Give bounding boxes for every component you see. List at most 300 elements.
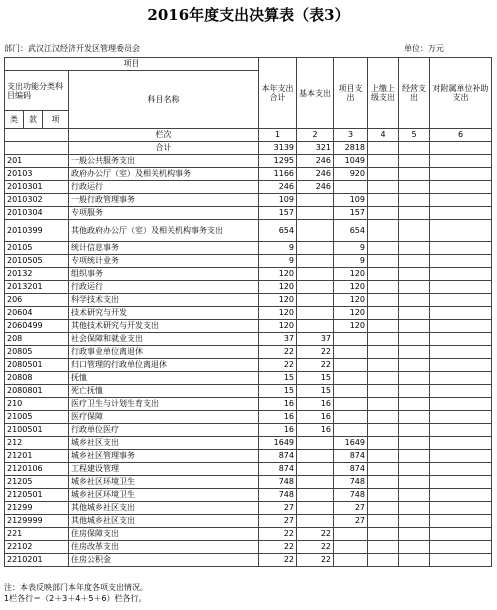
col-num-4: 4 <box>368 129 399 142</box>
row-subsidy <box>430 450 492 463</box>
row-code: 2010399 <box>5 220 69 242</box>
row-subject-name: 城乡社区管理事务 <box>69 450 259 463</box>
row-basic: 246 <box>297 168 334 181</box>
row-upper <box>368 502 399 515</box>
row-subsidy <box>430 528 492 541</box>
row-total: 22 <box>259 359 297 372</box>
table-row <box>5 463 492 476</box>
row-upper <box>368 398 399 411</box>
header-basic: 基本支出 <box>297 58 334 129</box>
header-business: 经营支出 <box>399 58 430 129</box>
row-project: 874 <box>334 463 368 476</box>
row-upper <box>368 424 399 437</box>
row-subject-name: 专项服务 <box>69 207 259 220</box>
row-business <box>399 281 430 294</box>
row-subsidy <box>430 168 492 181</box>
row-subject-name: 政府办公厅（室）及相关机构事务 <box>69 168 259 181</box>
table-row <box>5 450 492 463</box>
header-kuan: 款 <box>24 111 43 129</box>
expenditure-table <box>4 57 492 567</box>
row-business <box>399 437 430 450</box>
row-subject-name: 行政单位医疗 <box>69 424 259 437</box>
row-total: 9 <box>259 255 297 268</box>
row-total: 15 <box>259 385 297 398</box>
row-business <box>399 541 430 554</box>
row-code: 2080501 <box>5 359 69 372</box>
row-upper <box>368 528 399 541</box>
row-project: 874 <box>334 450 368 463</box>
row-subsidy <box>430 181 492 194</box>
row-upper <box>368 372 399 385</box>
row-total: 120 <box>259 307 297 320</box>
row-business <box>399 320 430 333</box>
row-business <box>399 220 430 242</box>
row-code: 21005 <box>5 411 69 424</box>
row-business <box>399 181 430 194</box>
row-subsidy <box>430 194 492 207</box>
row-total: 120 <box>259 281 297 294</box>
row-subject-name: 城乡社区环境卫生 <box>69 476 259 489</box>
row-total: 27 <box>259 502 297 515</box>
row-code: 2120106 <box>5 463 69 476</box>
row-project <box>334 554 368 567</box>
row-code: 2129999 <box>5 515 69 528</box>
row-upper <box>368 333 399 346</box>
row-basic <box>297 320 334 333</box>
row-total: 15 <box>259 372 297 385</box>
row-total: 16 <box>259 398 297 411</box>
row-project: 120 <box>334 320 368 333</box>
row-subject-name: 其他城乡社区支出 <box>69 502 259 515</box>
row-business <box>399 307 430 320</box>
row-project: 109 <box>334 194 368 207</box>
row-code: 20103 <box>5 168 69 181</box>
note-line: 1栏各行＝（2＋3＋4＋5＋6）栏各行。 <box>4 594 147 603</box>
row-upper <box>368 346 399 359</box>
table-row <box>5 155 492 168</box>
row-basic <box>297 281 334 294</box>
row-basic <box>297 502 334 515</box>
row-basic <box>297 294 334 307</box>
row-project <box>334 424 368 437</box>
row-code: 2013201 <box>5 281 69 294</box>
row-subsidy <box>430 242 492 255</box>
row-code: 21299 <box>5 502 69 515</box>
row-subject-name: 抚恤 <box>69 372 259 385</box>
row-subsidy <box>430 463 492 476</box>
row-upper <box>368 463 399 476</box>
row-project: 120 <box>334 307 368 320</box>
row-total: 27 <box>259 515 297 528</box>
row-basic: 22 <box>297 359 334 372</box>
row-total: 109 <box>259 194 297 207</box>
project-value: 2818 <box>334 142 368 155</box>
row-total: 748 <box>259 476 297 489</box>
row-project: 9 <box>334 255 368 268</box>
row-code: 2010302 <box>5 194 69 207</box>
total-label: 合计 <box>69 142 259 155</box>
row-subsidy <box>430 385 492 398</box>
row-upper <box>368 207 399 220</box>
row-business <box>399 333 430 346</box>
table-row <box>5 242 492 255</box>
row-subsidy <box>430 489 492 502</box>
row-subject-name: 专项统计业务 <box>69 255 259 268</box>
row-project <box>334 528 368 541</box>
row-business <box>399 502 430 515</box>
table-row <box>5 294 492 307</box>
table-row <box>5 255 492 268</box>
row-code: 22102 <box>5 541 69 554</box>
row-project: 748 <box>334 489 368 502</box>
table-row <box>5 385 492 398</box>
row-business <box>399 346 430 359</box>
row-subsidy <box>430 346 492 359</box>
table-row <box>5 359 492 372</box>
row-code: 20805 <box>5 346 69 359</box>
row-business <box>399 463 430 476</box>
row-subsidy <box>430 515 492 528</box>
row-code: 2080801 <box>5 385 69 398</box>
row-subject-name: 行政事业单位离退休 <box>69 346 259 359</box>
row-code: 20808 <box>5 372 69 385</box>
row-upper <box>368 320 399 333</box>
row-basic <box>297 220 334 242</box>
row-code: 20132 <box>5 268 69 281</box>
row-basic: 22 <box>297 528 334 541</box>
row-project: 27 <box>334 502 368 515</box>
row-total: 748 <box>259 489 297 502</box>
table-row <box>5 168 492 181</box>
row-business <box>399 424 430 437</box>
row-subject-name: 住房公积金 <box>69 554 259 567</box>
row-project: 120 <box>334 294 368 307</box>
page-title: 2016年度支出决算表（表3） <box>147 6 350 24</box>
row-code: 208 <box>5 333 69 346</box>
row-project: 1049 <box>334 155 368 168</box>
row-business <box>399 515 430 528</box>
row-subject-name: 住房改革支出 <box>69 541 259 554</box>
row-subsidy <box>430 398 492 411</box>
row-upper <box>368 294 399 307</box>
row-upper <box>368 541 399 554</box>
row-upper <box>368 554 399 567</box>
row-upper <box>368 220 399 242</box>
row-subject-name: 行政运行 <box>69 181 259 194</box>
table-row <box>5 333 492 346</box>
department-label: 部门：武汉江汉经济开发区管理委员会 <box>4 44 140 53</box>
header-subsidy: 对附属单位补助支出 <box>430 58 492 129</box>
col-num-3: 3 <box>334 129 368 142</box>
table-row <box>5 502 492 515</box>
row-basic <box>297 207 334 220</box>
basic-value: 321 <box>297 142 334 155</box>
row-business <box>399 294 430 307</box>
table-row <box>5 541 492 554</box>
row-upper <box>368 476 399 489</box>
note-line: 注：本表反映部门本年度各项支出情况。 <box>4 583 148 592</box>
table-row <box>5 554 492 567</box>
table-row <box>5 398 492 411</box>
row-basic <box>297 489 334 502</box>
row-subsidy <box>430 307 492 320</box>
col-num-5: 5 <box>399 129 430 142</box>
row-code: 20105 <box>5 242 69 255</box>
row-upper <box>368 385 399 398</box>
row-total: 22 <box>259 541 297 554</box>
row-subject-name: 归口管理的行政单位离退休 <box>69 359 259 372</box>
row-subsidy <box>430 411 492 424</box>
table-row <box>5 489 492 502</box>
row-upper <box>368 307 399 320</box>
row-total: 120 <box>259 294 297 307</box>
row-subject-name: 其他城乡社区支出 <box>69 515 259 528</box>
row-upper <box>368 450 399 463</box>
row-project <box>334 333 368 346</box>
row-subsidy <box>430 502 492 515</box>
row-subsidy <box>430 333 492 346</box>
row-total: 120 <box>259 320 297 333</box>
row-upper <box>368 515 399 528</box>
row-business <box>399 411 430 424</box>
row-total: 246 <box>259 181 297 194</box>
row-subsidy <box>430 207 492 220</box>
row-project <box>334 359 368 372</box>
row-project <box>334 372 368 385</box>
row-upper <box>368 155 399 168</box>
row-upper <box>368 281 399 294</box>
row-subsidy <box>430 281 492 294</box>
col-num-6: 6 <box>430 129 492 142</box>
row-project <box>334 541 368 554</box>
header-func-code: 支出功能分类科目编码 <box>5 71 69 111</box>
table-row <box>5 437 492 450</box>
row-upper <box>368 181 399 194</box>
unit-label: 单位：万元 <box>404 44 444 53</box>
col-num-2: 2 <box>297 129 334 142</box>
row-subsidy <box>430 255 492 268</box>
row-total: 22 <box>259 346 297 359</box>
row-subject-name: 社会保障和就业支出 <box>69 333 259 346</box>
row-basic <box>297 463 334 476</box>
row-subject-name: 技术研究与开发 <box>69 307 259 320</box>
row-total: 1295 <box>259 155 297 168</box>
row-code: 2010505 <box>5 255 69 268</box>
row-business <box>399 554 430 567</box>
row-project: 120 <box>334 281 368 294</box>
row-total: 874 <box>259 463 297 476</box>
row-total: 9 <box>259 242 297 255</box>
row-upper <box>368 255 399 268</box>
row-project: 9 <box>334 242 368 255</box>
row-basic: 246 <box>297 155 334 168</box>
row-business <box>399 155 430 168</box>
row-subsidy <box>430 359 492 372</box>
row-subject-name: 死亡抚恤 <box>69 385 259 398</box>
table-row <box>5 207 492 220</box>
row-business <box>399 398 430 411</box>
row-code: 221 <box>5 528 69 541</box>
row-subsidy <box>430 320 492 333</box>
row-total: 37 <box>259 333 297 346</box>
row-subsidy <box>430 220 492 242</box>
row-code: 206 <box>5 294 69 307</box>
header-project-expense: 项目支出 <box>334 58 368 129</box>
row-subject-name: 工程建设管理 <box>69 463 259 476</box>
table-row <box>5 515 492 528</box>
header-total: 本年支出合计 <box>259 58 297 129</box>
row-project: 120 <box>334 268 368 281</box>
row-total: 22 <box>259 528 297 541</box>
row-business <box>399 385 430 398</box>
row-project <box>334 398 368 411</box>
row-business <box>399 168 430 181</box>
header-upper: 上缴上级支出 <box>368 58 399 129</box>
row-code: 21201 <box>5 450 69 463</box>
row-project <box>334 385 368 398</box>
row-subsidy <box>430 155 492 168</box>
row-code: 21205 <box>5 476 69 489</box>
row-business <box>399 372 430 385</box>
table-row <box>5 181 492 194</box>
row-code: 2010301 <box>5 181 69 194</box>
row-basic <box>297 515 334 528</box>
row-basic <box>297 476 334 489</box>
row-subsidy <box>430 476 492 489</box>
row-subject-name: 医疗卫生与计划生育支出 <box>69 398 259 411</box>
row-basic: 15 <box>297 372 334 385</box>
notes <box>4 582 148 604</box>
row-project: 27 <box>334 515 368 528</box>
row-basic <box>297 268 334 281</box>
header-xiang: 项 <box>43 111 69 129</box>
row-business <box>399 242 430 255</box>
row-basic: 22 <box>297 541 334 554</box>
total-row <box>5 142 492 155</box>
row-business <box>399 489 430 502</box>
row-basic: 22 <box>297 554 334 567</box>
row-code: 2010304 <box>5 207 69 220</box>
row-total: 22 <box>259 554 297 567</box>
row-code: 2210201 <box>5 554 69 567</box>
col-num-1: 1 <box>259 129 297 142</box>
row-code: 2100501 <box>5 424 69 437</box>
row-subsidy <box>430 372 492 385</box>
row-subsidy <box>430 554 492 567</box>
row-total: 16 <box>259 411 297 424</box>
row-total: 157 <box>259 207 297 220</box>
row-project: 920 <box>334 168 368 181</box>
row-business <box>399 476 430 489</box>
row-basic: 15 <box>297 385 334 398</box>
row-basic: 16 <box>297 411 334 424</box>
table-row <box>5 528 492 541</box>
row-project: 654 <box>334 220 368 242</box>
header-lei: 类 <box>5 111 24 129</box>
row-upper <box>368 268 399 281</box>
table-row <box>5 320 492 333</box>
row-subsidy <box>430 437 492 450</box>
row-basic: 246 <box>297 181 334 194</box>
table-row <box>5 346 492 359</box>
row-subject-name: 其他技术研究与开发支出 <box>69 320 259 333</box>
table-row <box>5 307 492 320</box>
row-total: 16 <box>259 424 297 437</box>
total-value: 3139 <box>259 142 297 155</box>
row-subsidy <box>430 268 492 281</box>
row-basic: 37 <box>297 333 334 346</box>
row-subsidy <box>430 294 492 307</box>
row-project: 748 <box>334 476 368 489</box>
row-basic <box>297 307 334 320</box>
row-subsidy <box>430 424 492 437</box>
row-total: 1166 <box>259 168 297 181</box>
row-code: 212 <box>5 437 69 450</box>
row-subject-name: 行政运行 <box>69 281 259 294</box>
header-subject-name: 科目名称 <box>69 71 259 129</box>
row-total: 1649 <box>259 437 297 450</box>
row-upper <box>368 489 399 502</box>
row-subject-name: 其他政府办公厅（室）及相关机构事务支出 <box>69 220 259 242</box>
row-upper <box>368 437 399 450</box>
row-upper <box>368 411 399 424</box>
row-upper <box>368 359 399 372</box>
row-business <box>399 359 430 372</box>
table-row <box>5 411 492 424</box>
header-project: 项目 <box>5 58 259 71</box>
row-basic <box>297 437 334 450</box>
row-basic: 16 <box>297 398 334 411</box>
row-project: 157 <box>334 207 368 220</box>
row-business <box>399 450 430 463</box>
row-code: 201 <box>5 155 69 168</box>
row-subject-name: 一般行政管理事务 <box>69 194 259 207</box>
row-code: 2120501 <box>5 489 69 502</box>
row-code: 2060499 <box>5 320 69 333</box>
table-row <box>5 268 492 281</box>
row-basic: 22 <box>297 346 334 359</box>
row-total: 654 <box>259 220 297 242</box>
row-basic: 16 <box>297 424 334 437</box>
table-row <box>5 372 492 385</box>
row-project: 1649 <box>334 437 368 450</box>
row-business <box>399 255 430 268</box>
table-row <box>5 281 492 294</box>
row-project <box>334 181 368 194</box>
row-basic <box>297 255 334 268</box>
row-subsidy <box>430 541 492 554</box>
row-business <box>399 207 430 220</box>
row-business <box>399 528 430 541</box>
row-subject-name: 一般公共服务支出 <box>69 155 259 168</box>
row-total: 874 <box>259 450 297 463</box>
row-business <box>399 194 430 207</box>
row-total: 120 <box>259 268 297 281</box>
row-subject-name: 住房保障支出 <box>69 528 259 541</box>
table-row <box>5 194 492 207</box>
row-basic <box>297 242 334 255</box>
table-row <box>5 476 492 489</box>
row-project <box>334 346 368 359</box>
row-upper <box>368 168 399 181</box>
row-subject-name: 医疗保障 <box>69 411 259 424</box>
row-basic <box>297 194 334 207</box>
row-upper <box>368 242 399 255</box>
row-upper <box>368 194 399 207</box>
row-business <box>399 268 430 281</box>
table-row <box>5 424 492 437</box>
row-code: 20604 <box>5 307 69 320</box>
